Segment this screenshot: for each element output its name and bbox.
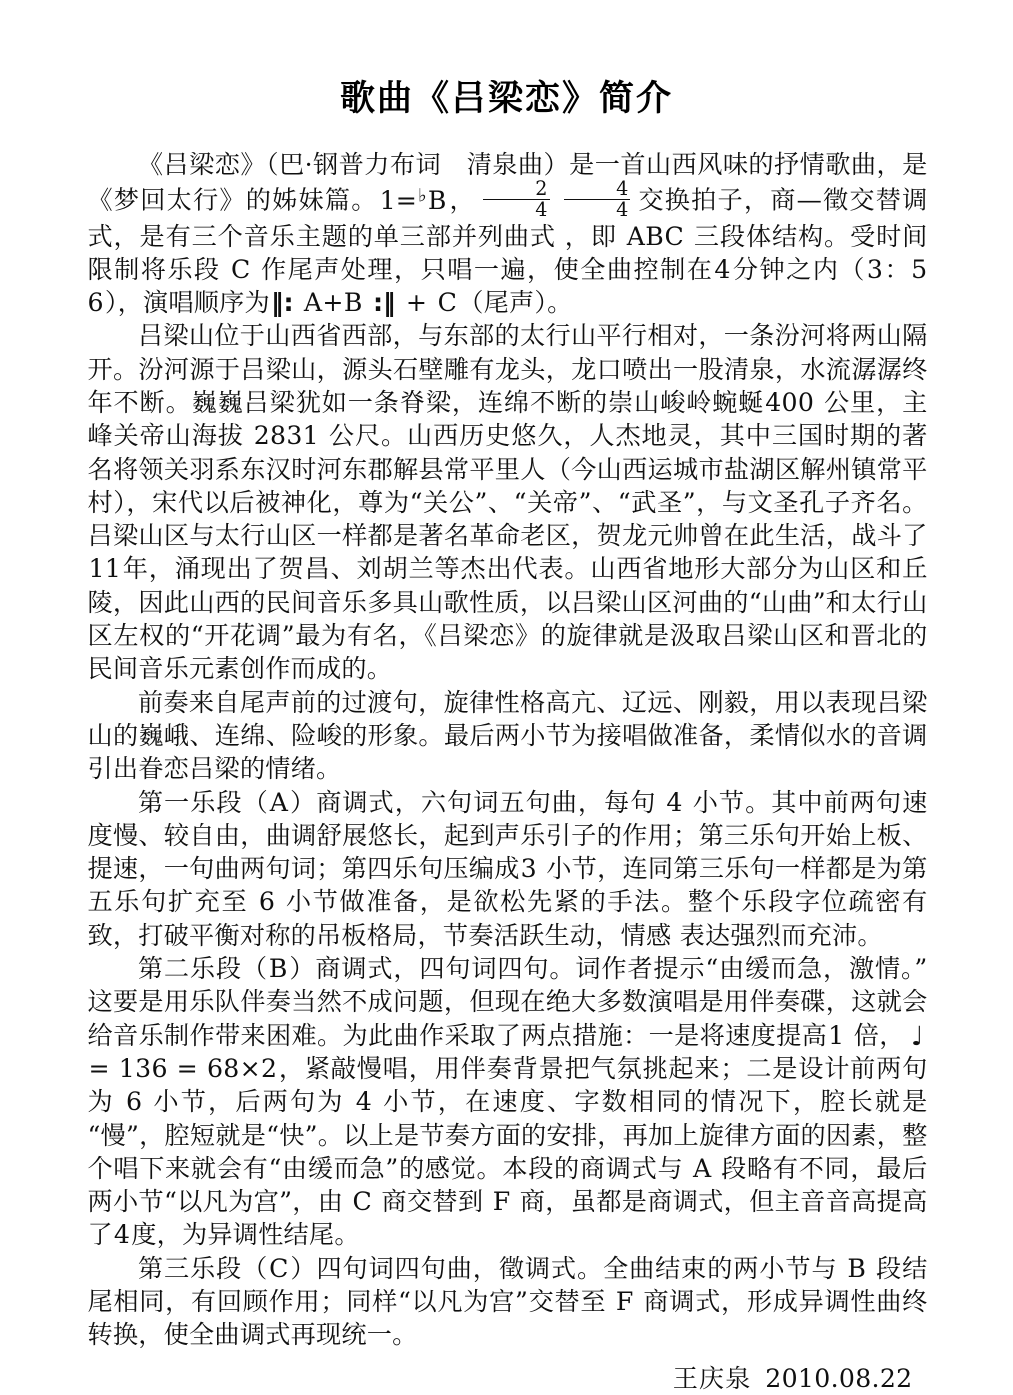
p5-segment-e: 小节，后两句为 (143, 1087, 355, 1117)
p4-segment-c: 小节。其中前两句速度慢、较自由，曲调舒展悠长，起到声乐引子的作用；第三乐句开始上板、提速，一句曲两句词；第四乐句压编成 (87, 787, 928, 884)
page-title: 歌曲《吕梁恋》简介 (339, 79, 673, 119)
section-b-letter: B (268, 954, 288, 984)
altitude-value: 2831 (253, 421, 320, 451)
quarter-note-icon: ♩ (910, 1020, 924, 1052)
paragraph-lvliang-geography (88, 319, 928, 685)
mode-from: C (352, 1187, 373, 1217)
paragraph-section-a (88, 786, 928, 952)
p1-plus: + (397, 288, 436, 318)
p6-segment-a: 第三乐段（ (137, 1253, 269, 1283)
time-signature-two-four (483, 177, 550, 221)
signature-line (88, 1362, 928, 1395)
repeat-sign-close: :‖ (372, 288, 396, 318)
interval-degrees: 4 (113, 1220, 131, 1250)
coda-letter: C (437, 288, 458, 318)
p5-segment-d: ，紧敲慢唱，用伴奏背景把气氛挑起来；二是设计前两句为 (87, 1053, 928, 1117)
p1-segment-c: 三段体结构。受时间限制将乐段 (87, 221, 928, 284)
section-a-letter: A (269, 787, 289, 817)
p4-segment-e: 小节做准备，是欲松先紧的手法。整个乐段字位疏密有致，打破平衡对称的吊板格局，节奏活跃生动，情感 表达强烈而充沛。 (87, 887, 928, 950)
repeat-sign-open: ‖: (270, 288, 294, 318)
p2-segment-d: 年，涌现出了贺昌、刘胡兰等杰出代表。山西省地形大部分为山区和丘陵，因此山西的民间音乐多具山歌性质，以吕梁山区河曲的“山曲”和太行山区左权的“开花调”最为有名，《吕梁恋》的旋律就是汲取吕梁山区和晋北的民间音乐元素创作而成的。 (87, 554, 928, 684)
p6-segment-b: ）四句词四句曲，徵调式。全曲结束的两小节与 (289, 1253, 847, 1283)
p5-segment-h: 商交替到 (373, 1187, 492, 1217)
p5-segment-b: ）商调式，四句词四句。词作者提示“由缓而急，激情。”这要是用乐队伴奏当然不成问题，但现在绝大多数演唱是用伴奏碟，这就会给音乐制作带来困难。为此曲作采取了两点措施：一是将速度提高 (87, 954, 928, 1050)
author-name: 王庆泉 (672, 1363, 752, 1393)
duration-value: 3：56 (87, 254, 928, 318)
p4-segment-a: 第一乐段（ (137, 787, 269, 817)
timesig-numerator: 2 (535, 177, 548, 201)
bars-first-two-phrases: 6 (125, 1087, 143, 1117)
p2-segment-b: 公里，主峰关帝山海拔 (87, 388, 928, 451)
timesig-denominator: 4 (483, 199, 550, 219)
p5-segment-j: 度，为异调性结尾。 (131, 1220, 360, 1250)
years-value: 11 (88, 554, 122, 584)
p5-segment-i: 商，虽都是商调式，但主音音高提高了 (87, 1187, 928, 1250)
keysig-prefix: 1= (379, 185, 418, 215)
p5-segment-f: 小节，在速度、字数相同的情况下，腔长就是“慢”，腔短就是“快”。以上是节奏方面的安排，再加上旋律方面的因素，整个唱下来就会有“由缓而急”的感觉。本段的商调式与 (87, 1087, 928, 1183)
p1-segment-h: （尾声）。 (458, 288, 573, 318)
abc-structure-label: ABC (626, 221, 685, 251)
p4-segment-d: 小节，连同第三乐句一样都是为第五乐句扩充至 (87, 854, 928, 917)
time-signature-four-four (564, 177, 631, 221)
section-c-letter: C (230, 254, 251, 284)
p4-segment-b: ）商调式，六句词五句曲，每句 (289, 787, 666, 817)
section-a-reference: A (692, 1153, 712, 1183)
mode-to: F (492, 1187, 511, 1217)
bars-per-phrase: 4 (666, 787, 683, 817)
signature-date: 2010.08.22 (765, 1363, 913, 1393)
p1-segment-b: 交换拍子，商—徵交替调式，是有三个音乐主题的单三部并列曲式 ，即 (87, 185, 928, 251)
tempo-multiplier: 1 (828, 1020, 845, 1050)
p1-segment-e: 分钟之内（ (731, 254, 866, 284)
tempo-expression: = 136 = 68×2 (88, 1053, 278, 1083)
p1-segment-a: 《吕梁恋》（巴·钢普力布词 清泉曲）是一首山西风味的抒情歌曲，是《梦回太行》的姊妹篇。 (87, 150, 928, 215)
length-km-value: 400 (765, 388, 815, 417)
p1-comma: ， (448, 185, 476, 215)
timesig-denominator: 4 (564, 199, 631, 219)
bars-fourth-phrase: 3 (520, 854, 537, 884)
p2-segment-c: 公尺。山西历史悠久，人杰地灵，其中三国时期的著名将领关羽系东汉时河东郡解县常平里人（今山西运城市盐湖区解州镇常平村），宋代以后被神化，尊为“关公”、“关帝”、“武圣”，与文圣孔子齐名。吕梁山区与太行山区一样都是著名革命老区，贺龙元帅曾在此生活，战斗了 (87, 421, 928, 551)
paragraph-section-b (88, 952, 928, 1252)
performance-order: A+B (295, 288, 371, 318)
p3-text: 前奏来自尾声前的过渡句，旋律性格高亢、辽远、刚毅，用以表现吕梁山的巍峨、连绵、险峻的形象。最后两小节为接唱做准备，柔情似水的音调引出眷恋吕梁的情绪。 (87, 687, 928, 784)
key-signature (378, 186, 449, 215)
paragraph-intro (88, 148, 928, 319)
paragraph-section-c (88, 1252, 928, 1352)
p5-segment-g: 段略有不同，最后两小节“以凡为宫”，由 (87, 1153, 928, 1217)
p5-segment-c: 倍， (845, 1020, 905, 1050)
p6-segment-c: 段结尾相同，有回顾作用；同样“以凡为宫”交替至 (87, 1253, 928, 1317)
p6-segment-d: 商调式，形成异调性曲终转换，使全曲调式再现统一。 (87, 1287, 928, 1350)
bars-fifth-phrase: 6 (258, 887, 276, 917)
bars-last-two-phrases: 4 (355, 1087, 373, 1117)
keysig-note: B (427, 185, 447, 215)
p1-segment-d: 作尾声处理，只唱一遍，使全曲控制在 (251, 254, 714, 284)
mode-to: F (615, 1287, 634, 1317)
p5-segment-a: 第二乐段（ (137, 954, 268, 984)
paragraph-prelude (88, 686, 928, 786)
section-b-reference: B (847, 1253, 867, 1283)
duration-minutes: 4 (714, 254, 731, 284)
flat-symbol: ♭ (417, 185, 428, 207)
document-body (86, 120, 928, 1395)
section-c-letter: C (269, 1253, 289, 1283)
p1-segment-f: ），演唱顺序为 (104, 288, 270, 318)
p2-segment-a: 吕梁山位于山西省西部，与东部的太行山平行相对，一条汾河将两山隔开。汾河源于吕梁山，源头石壁雕有龙头，龙口喷出一股清泉，水流潺潺终年不断。巍巍吕梁犹如一条脊梁，连绵不断的崇山峻岭蜿蜒 (87, 321, 928, 417)
timesig-numerator: 4 (616, 177, 629, 201)
